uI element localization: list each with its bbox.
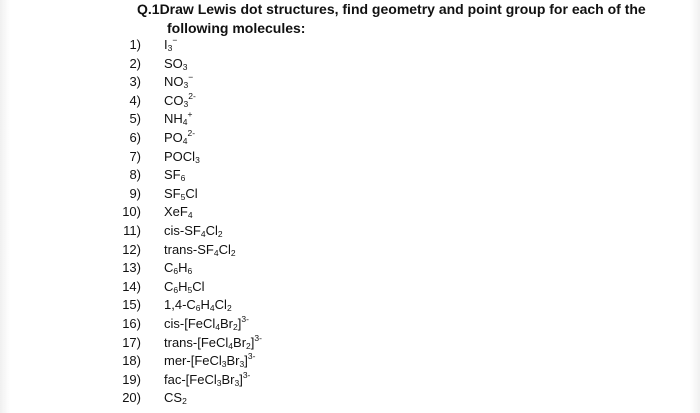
list-item (0, 203, 700, 222)
question-heading (137, 0, 687, 38)
list-item (0, 296, 700, 315)
list-item (0, 73, 700, 92)
molecule-formula: XeF$_4$ (164, 204, 193, 221)
molecule-formula: trans-$[FeCl_4Br_2]^{3-}$ (164, 332, 262, 351)
list-item (0, 352, 700, 371)
item-number: 3) (129, 74, 141, 90)
list-item (0, 371, 700, 390)
item-number: 20) (122, 390, 141, 406)
molecule-formula: $CS_2$ (164, 390, 187, 407)
molecule-formula: fac-$[FeCl_3Br_3]^{3-}$ (164, 369, 251, 388)
question-line-2: following molecules: (167, 20, 306, 36)
molecule-formula: $1,4-C_6H_4Cl_2$ (164, 297, 232, 314)
list-item (0, 278, 700, 297)
molecule-formula: $SO_3$ (164, 55, 188, 72)
molecule-formula: cis-$[FeCl_4Br_2]^{3-}$ (164, 313, 249, 332)
list-item (0, 92, 700, 111)
item-number: 2) (129, 55, 141, 71)
item-number: 15) (122, 297, 141, 313)
item-number: 6) (129, 129, 141, 145)
item-number: 1) (129, 37, 141, 52)
list-item (0, 222, 700, 241)
molecule-formula: $NH_4^+$ (164, 109, 193, 128)
molecule-formula: trans-$SF_4Cl_2$ (164, 241, 236, 258)
item-number: 4) (129, 92, 141, 108)
question-line-1: Q.1Draw Lewis dot structures, find geometry and point group for each of the (137, 1, 646, 17)
list-item (0, 185, 700, 204)
list-item (0, 110, 700, 129)
item-number: 16) (122, 315, 141, 331)
molecule-formula: $NO_3^-$ (164, 72, 194, 91)
list-item (0, 166, 700, 185)
item-number: 9) (129, 185, 141, 201)
item-number: 11) (123, 222, 141, 238)
item-number: 7) (129, 148, 141, 164)
list-item (0, 259, 700, 278)
molecule-formula: $C_6H_6$ (164, 260, 193, 277)
molecule-formula: cis-$SF_4Cl_2$ (164, 222, 223, 239)
molecule-formula: $SF_6$ (164, 167, 186, 184)
item-number: 12) (122, 241, 141, 257)
molecule-formula: POCl$_3$ (164, 148, 200, 165)
molecule-formula: $C_6H_5Cl$ (164, 278, 205, 295)
item-number: 17) (122, 334, 141, 350)
molecule-formula: $PO_4^{2-}$ (164, 127, 196, 146)
list-item (0, 148, 700, 167)
item-number: 14) (122, 278, 141, 294)
list-item (0, 55, 700, 74)
item-number: 8) (129, 167, 141, 183)
list-item (0, 315, 700, 334)
item-number: 19) (122, 371, 141, 387)
molecule-formula: $SF_5Cl$ (164, 185, 198, 202)
item-number: 10) (122, 204, 141, 220)
molecule-formula: $I_3^-$ (164, 35, 178, 53)
molecule-formula: mer-$[FeCl_3Br_3]^{3-}$ (164, 351, 256, 370)
molecule-formula: $CO_3^{2-}$ (164, 90, 196, 109)
list-item (0, 241, 700, 260)
item-number: 18) (122, 353, 141, 369)
list-item (0, 36, 700, 55)
item-number: 5) (129, 111, 141, 127)
item-number: 13) (122, 260, 141, 276)
list-item (0, 129, 700, 148)
molecule-list (0, 36, 700, 408)
list-item (0, 334, 700, 353)
list-item (0, 389, 700, 408)
